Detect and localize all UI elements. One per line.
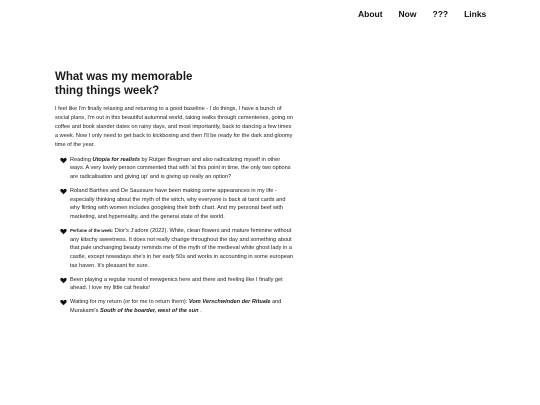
item-text: Dior's J'adore (2022). White, clean flowers and mature feminine without any kitschy sweetness. It does not really change throughout the day and something about that pale unchanging beauty reminds me of the myth of the medieval white ghost lady in a castle, except nowadays she's in her early 50s and works in accounting in some european tax haven. It's pleasant for sure. (70, 227, 294, 270)
item-label: Perfume of the week: (70, 227, 114, 233)
list-item (55, 298, 295, 316)
nav-link-now[interactable]: Now (398, 9, 417, 19)
post-content (55, 70, 295, 320)
top-nav (358, 9, 486, 19)
item-lead: Reading (70, 156, 93, 163)
list-item (55, 187, 295, 223)
highlight-list (55, 156, 295, 316)
book-title: Utopia for realists (92, 156, 140, 163)
nav-link-links[interactable]: Links (464, 9, 487, 19)
list-item (55, 156, 295, 183)
item-text: and Murakami's (70, 298, 282, 314)
item-text: Been playing a regular round of mewgenics here and there and feeling like I finally get ahead. I love my little cat freaks! (70, 276, 283, 292)
item-text: Roland Barthes and De Saussure have been making some appearances in my life - especially thinking about the myth of the witch, why everyone is back at tarot cards and why flirting with women includes googleing their birth chart. And my personal beef with marketing, and hyperreality, and the general state of the world. (70, 187, 286, 221)
list-item (55, 227, 295, 272)
list-item (55, 276, 295, 294)
heart-icon (60, 188, 67, 195)
book-title: South of the boarder, west of the sun (99, 307, 199, 314)
book-title: Vom Verschwinden der Rituale (188, 298, 271, 305)
item-text: by Rutger Bregman and also radicalizing myself in other ways. A very lovely person commented that with 'at this point in time, the only two options are radicalisation and giving up' and is giving up really an option? (70, 156, 291, 181)
heart-icon (60, 299, 67, 306)
heart-icon (60, 228, 67, 235)
post-intro: I feel like I'm finally relaxing and returning to a good baseline - I do things, I have a bunch of social plans, I'm out in this beautiful autumnal world, taking walks through cementeries, going on coffee and book slander dates on rainy days, and most importantly, back to dancing a few times a week. Now I only need to get back to kickboxing and then I'll be ready for the dark and gloomy time of the year. (55, 106, 293, 148)
heart-icon (60, 277, 67, 284)
nav-link-mystery[interactable]: ??? (432, 9, 449, 19)
post-title: What was my memorable thing things week? (55, 71, 193, 97)
nav-link-about[interactable]: About (358, 9, 383, 19)
item-text: . (198, 307, 202, 314)
item-lead: Waiting for my return (or for me to return them): (70, 298, 189, 305)
heart-icon (60, 157, 67, 164)
